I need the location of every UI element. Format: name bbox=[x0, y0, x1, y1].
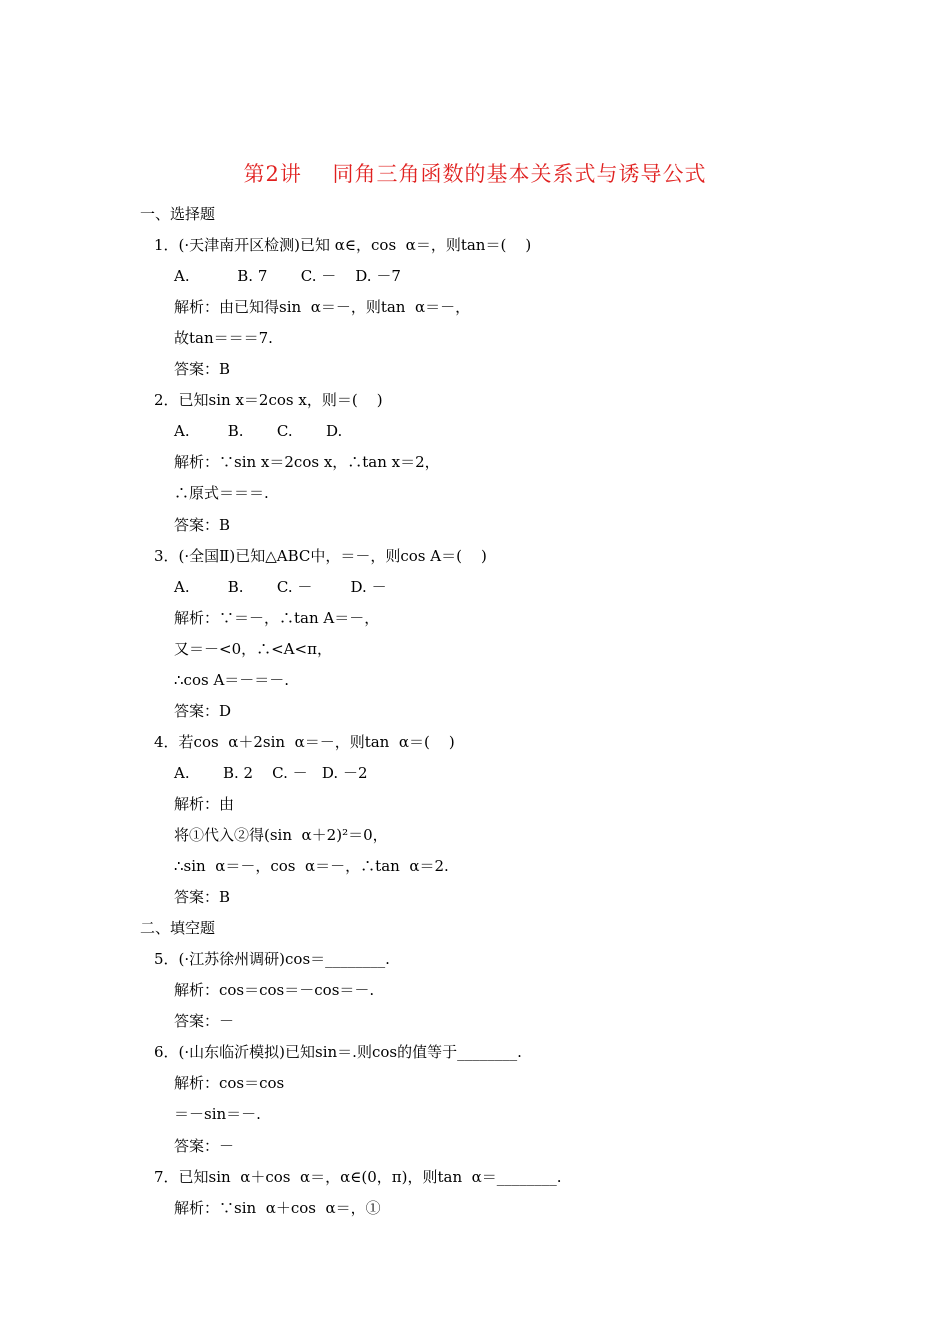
section-heading: 二、填空题 bbox=[140, 919, 216, 938]
solution-line: ∴sin α＝－，cos α＝－，∴tan α＝2. bbox=[174, 857, 449, 876]
solution-line: 答案：B bbox=[174, 515, 231, 534]
section-heading: 一、选择题 bbox=[140, 205, 216, 223]
solution-line: ∴原式＝＝＝. bbox=[174, 484, 269, 503]
question-line: 2．已知sin x＝2cos x，则＝( ) bbox=[154, 391, 383, 410]
question-line: 5．(·江苏徐州调研)cos＝________. bbox=[154, 950, 390, 969]
question-line: 4．若cos α＋2sin α＝－，则tan α＝( ) bbox=[154, 732, 455, 751]
solution-line: A. B. 7 C. － D. －7 bbox=[174, 267, 401, 286]
solution-line: 解析：∵＝－，∴tan A＝－， bbox=[174, 608, 380, 627]
solution-line: 解析：∵sin α＋cos α＝，① bbox=[174, 1198, 381, 1217]
solution-line: 又＝－<0，∴<A<π， bbox=[174, 639, 332, 658]
solution-line: 解析：由 bbox=[174, 794, 235, 813]
question-line: 3．(·全国Ⅱ)已知△ABC中，＝－，则cos A＝( ) bbox=[154, 546, 487, 565]
solution-line: 解析：∵sin x＝2cos x，∴tan x＝2， bbox=[174, 453, 440, 472]
solution-line: 故tan＝＝＝7. bbox=[174, 329, 273, 348]
solution-line: A. B. 2 C. － D. －2 bbox=[174, 763, 368, 782]
question-line: 1．(·天津南开区检测)已知 α∈，cos α＝，则tan＝( ) bbox=[154, 236, 532, 255]
solution-line: 答案：B bbox=[174, 888, 231, 907]
solution-line: 答案：－ bbox=[174, 1136, 235, 1155]
question-line: 6．(·山东临沂模拟)已知sin＝.则cos的值等于________. bbox=[154, 1043, 522, 1062]
solution-line: A. B. C. D. bbox=[174, 422, 343, 441]
solution-line: 答案：D bbox=[174, 701, 232, 720]
solution-line: 将①代入②得(sin α＋2)²＝0， bbox=[174, 826, 388, 844]
question-line: 7．已知sin α＋cos α＝，α∈(0，π)，则tan α＝________. bbox=[154, 1167, 562, 1186]
solution-line: ＝－sin＝－. bbox=[174, 1105, 261, 1124]
page-title: 第2讲 同角三角函数的基本关系式与诱导公式 bbox=[243, 162, 707, 186]
solution-line: A. B. C. － D. － bbox=[174, 577, 387, 596]
solution-line: 答案：B bbox=[174, 360, 231, 379]
solution-line: 解析：cos＝cos bbox=[174, 1074, 285, 1093]
solution-line: ∴cos A＝－＝－. bbox=[174, 670, 290, 689]
solution-line: 解析：由已知得sin α＝－，则tan α＝－， bbox=[174, 298, 471, 317]
solution-line: 答案：－ bbox=[174, 1012, 235, 1031]
solution-line: 解析：cos＝cos＝－cos＝－. bbox=[174, 981, 375, 1000]
